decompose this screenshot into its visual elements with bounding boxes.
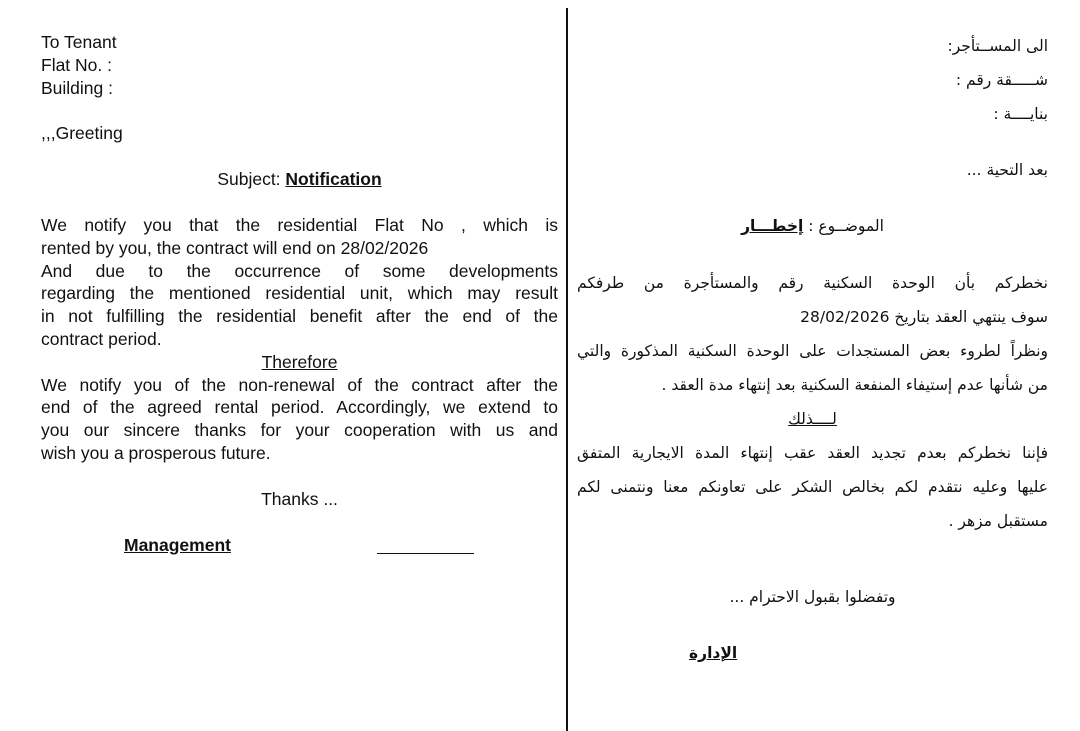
arabic-address-block [577,29,1048,131]
arabic-body [577,266,1048,538]
english-management: Management [124,535,231,555]
arabic-paragraph-line: مستقبل مزهر . [948,512,1048,530]
arabic-subject-value: إخطـــار [741,217,804,235]
column-divider [566,8,568,731]
paragraph-line: in not fulfilling the residential benefit after the end of the [41,306,558,327]
arabic-flat-no: شـــــقة رقم : [955,71,1048,89]
arabic-management: الإدارة [689,644,738,662]
paragraph-line: end of the agreed rental period. Accordingly, we extend to [41,397,558,418]
arabic-paragraph-line: ونظراً لطروء بعض المستجدات على الوحدة السكنية المذكورة والتي [577,342,1048,360]
signature-line [377,553,474,554]
flat-no-label: Flat No. : [41,54,112,75]
paragraph-line: contract period. [41,328,162,349]
paragraph-line: wish you a prosperous future. [41,442,271,463]
arabic-building: بنايــــة : [993,105,1048,123]
subject-value: Notification [285,169,382,189]
arabic-therefore-heading [577,402,1048,436]
therefore-heading [41,351,558,374]
paragraph-line: We notify you of the non-renewal of the contract after the [41,374,558,395]
paragraph-line: regarding the mentioned residential unit, which may result [41,283,558,304]
paragraph-line: rented by you, the contract will end on 28/02/2026 [41,237,429,258]
to-tenant-label: To Tenant [41,32,117,52]
english-greeting: ,,,Greeting [41,123,123,143]
arabic-closing: وتفضلوا بقبول الاحترام ... [729,588,896,606]
paragraph-line: And due to the occurrence of some developments [41,260,558,281]
arabic-subject-label: الموضــوع : [803,217,884,235]
paragraph-line: We notify you that the residential Flat No , which is [41,215,558,235]
arabic-paragraph-line: عليها وعليه نتقدم لكم بخالص الشكر على تعاونكم معنا ونتمنى لكم [577,478,1048,496]
english-body [41,214,558,465]
paragraph-line: you our sincere thanks for your cooperation with us and [41,420,558,441]
arabic-therefore-text: لــــذلك [788,410,837,428]
english-thanks: Thanks ... [261,489,338,509]
arabic-paragraph-line: من شأنها عدم إستيفاء المنفعة السكنية بعد إنتهاء مدة العقد . [661,376,1048,394]
arabic-greeting: بعد التحية ... [966,161,1048,179]
arabic-paragraph-line: فإننا نخطركم بعدم تجديد العقد عقب إنتهاء المدة الايجارية المتفق [577,444,1048,462]
arabic-paragraph-line: سوف ينتهي العقد بتاريخ 28/02/2026 [800,308,1048,326]
building-label: Building : [41,77,113,98]
arabic-paragraph-line: نخطركم بأن الوحدة السكنية رقم والمستأجرة من طرفكم [577,274,1048,292]
therefore-text: Therefore [261,351,338,372]
english-subject [41,168,558,191]
arabic-subject [577,209,1048,243]
subject-label: Subject: [217,169,281,189]
english-address-block [41,31,558,99]
arabic-to-tenant: الى المســتأجر: [947,37,1048,55]
